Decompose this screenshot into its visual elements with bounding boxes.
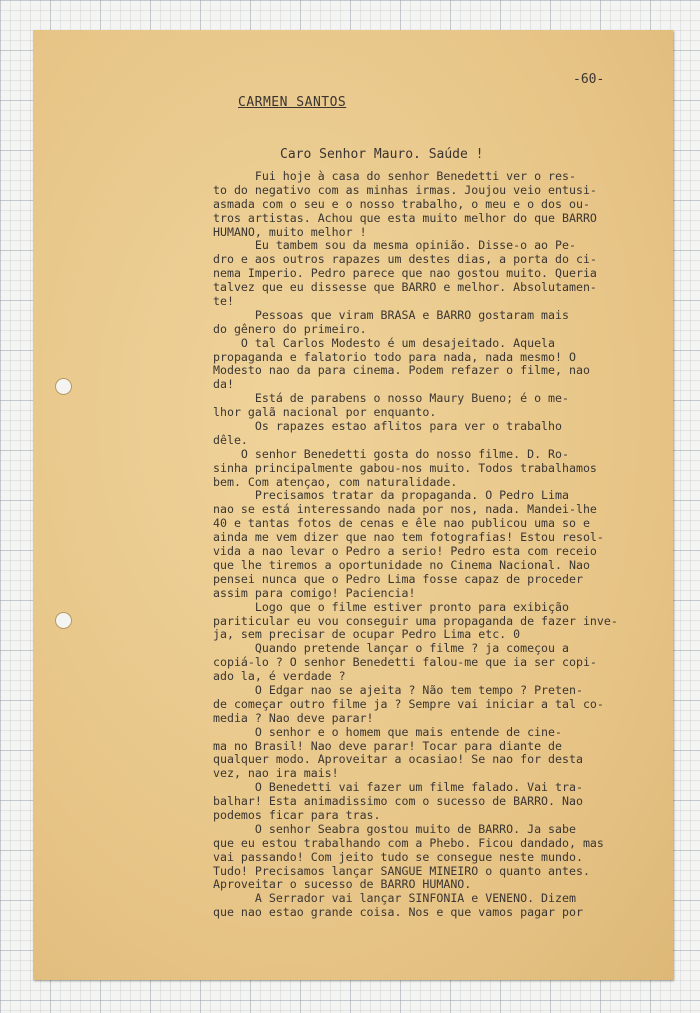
- body-line: vai passando! Com jeito tudo se consegue neste mundo.: [213, 849, 583, 864]
- body-line: O Edgar nao se ajeita ? Não tem tempo ? Preten-: [213, 682, 583, 697]
- body-line: propaganda e falatorio todo para nada, nada mesmo! O: [213, 349, 576, 364]
- body-line: dro e aos outros rapazes um destes dias, a porta do ci-: [213, 252, 597, 267]
- body-line: podemos ficar para tras.: [213, 807, 381, 822]
- body-line: que nao estao grande coisa. Nos e que vamos pagar por: [213, 905, 583, 920]
- body-line: de começar outro filme ja ? Sempre vai iniciar a tal co-: [213, 696, 604, 711]
- punch-hole-top: [55, 378, 72, 395]
- body-line: nema Imperio. Pedro parece que nao gostou muito. Queria: [213, 266, 597, 281]
- body-line: que lhe tiremos a oportunidade no Cinema Nacional. Nao: [213, 557, 590, 572]
- body-line: ainda me vem dizer que nao tem fotografias! Estou resol-: [213, 530, 604, 545]
- page-number: -60-: [573, 72, 605, 87]
- body-line: bem. Com atençao, com naturalidade.: [213, 474, 458, 489]
- body-line: tros artistas. Achou que esta muito melhor do que BARRO: [213, 210, 597, 225]
- body-line: ma no Brasil! Nao deve parar! Tocar para diante de: [213, 738, 563, 753]
- letter-body: [213, 170, 643, 920]
- body-line: Tudo! Precisamos lançar SANGUE MINEIRO o quanto antes.: [213, 863, 590, 878]
- body-line: ado la, é verdade ?: [213, 669, 346, 684]
- body-line: do gênero do primeiro.: [213, 321, 367, 336]
- body-line: O tal Carlos Modesto é um desajeitado. Aquela: [213, 335, 556, 350]
- body-line: A Serrador vai lançar SINFONIA e VENENO. Dizem: [213, 891, 576, 906]
- body-line: pariticular eu vou conseguir uma propaganda de fazer inve-: [213, 613, 618, 628]
- body-line: HUMANO, muito melhor !: [213, 224, 367, 239]
- body-line: qualquer modo. Aproveitar a ocasiao! Se nao for desta: [213, 752, 583, 767]
- body-line: Fui hoje à casa do senhor Benedetti ver o res-: [213, 169, 576, 183]
- letter-salutation: Caro Senhor Mauro. Saúde !: [280, 147, 484, 162]
- body-line: Modesto nao da para cinema. Podem refazer o filme, nao: [213, 363, 590, 378]
- body-line: to do negativo com as minhas irmas. Joujou veio entusi-: [213, 182, 597, 197]
- body-line: O Benedetti vai fazer um filme falado. Vai tra-: [213, 780, 583, 795]
- body-line: Pessoas que viram BRASA e BARRO gostaram mais: [213, 307, 569, 322]
- body-line: pensei nunca que o Pedro Lima fosse capaz de proceder: [213, 571, 583, 586]
- body-line: vida a nao levar o Pedro a serio! Pedro esta com receio: [213, 544, 597, 559]
- body-line: talvez que eu dissesse que BARRO e melhor. Absolutamen-: [213, 280, 597, 295]
- body-line: lhor galã nacional por enquanto.: [213, 405, 437, 420]
- body-line: O senhor Seabra gostou muito de BARRO. Ja sabe: [213, 821, 576, 836]
- body-line: O senhor Benedetti gosta do nosso filme. D. Ro-: [213, 446, 569, 461]
- body-line: Precisamos tratar da propaganda. O Pedro Lima: [213, 488, 569, 503]
- body-line: te!: [213, 294, 234, 309]
- body-line: O senhor e o homem que mais entende de cine-: [213, 724, 563, 739]
- body-line: 40 e tantas fotos de cenas e êle nao publicou uma so e: [213, 516, 590, 531]
- body-line: da!: [213, 377, 234, 392]
- body-line: Logo que o filme estiver pronto para exibição: [213, 599, 569, 614]
- body-line: nao se está interessando nada por nos, nada. Mandei-lhe: [213, 502, 597, 517]
- body-line: Quando pretende lançar o filme ? ja começou a: [213, 641, 569, 656]
- body-line: dêle.: [213, 432, 248, 447]
- body-line: assim para comigo! Paciencia!: [213, 585, 416, 600]
- body-line: Aproveitar o sucesso de BARRO HUMANO.: [213, 877, 472, 892]
- body-line: Eu tambem sou da mesma opinião. Disse-o ao Pe-: [213, 238, 576, 253]
- body-line: sinha principalmente gabou-nos muito. Todos trabalhamos: [213, 460, 597, 475]
- body-line: asmada com o seu e o nosso trabalho, o meu e o dos ou-: [213, 196, 590, 211]
- body-line: balhar! Esta animadissimo com o sucesso de BARRO. Nao: [213, 794, 583, 809]
- body-line: copiá-lo ? O senhor Benedetti falou-me que ia ser copi-: [213, 655, 597, 670]
- body-line: Está de parabens o nosso Maury Bueno; é o me-: [213, 391, 569, 406]
- punch-hole-bottom: [55, 612, 72, 629]
- body-line: vez, nao ira mais!: [213, 766, 339, 781]
- letter-author-heading: CARMEN SANTOS: [238, 95, 347, 110]
- body-line: Os rapazes estao aflitos para ver o trabalho: [213, 419, 563, 434]
- body-line: ja, sem precisar de ocupar Pedro Lima etc. 0: [213, 627, 521, 642]
- body-line: media ? Nao deve parar!: [213, 710, 374, 725]
- body-line: que eu estou trabalhando com a Phebo. Ficou dandado, mas: [213, 835, 604, 850]
